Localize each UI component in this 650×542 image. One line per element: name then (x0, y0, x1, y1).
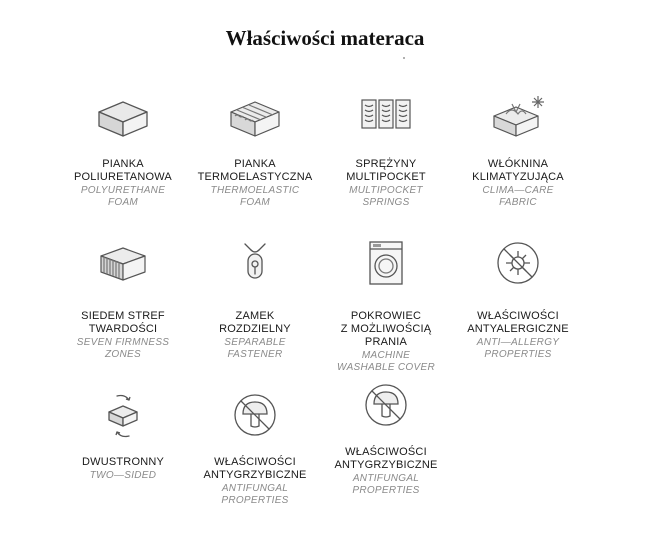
page-title: Właściwości materaca (225, 26, 425, 50)
label-pl-1: POKROWIEC (350, 310, 422, 322)
label-pl-1: WŁAŚCIWOŚCI (477, 310, 559, 322)
feature-multipocket-springs (321, 92, 451, 209)
label-pl-1: PIANKA (102, 158, 144, 170)
feature-antifungal-1 (190, 390, 320, 507)
label-pl-3: PRANIA (364, 336, 408, 348)
feature-antifungal-2 (321, 380, 451, 497)
feature-polyurethane-foam (58, 92, 188, 209)
label-en-1: MACHINE (361, 350, 411, 361)
decorative-dot (403, 57, 405, 59)
label-pl-2: ANTYALERGICZNE (467, 323, 569, 335)
feature-seven-zones (58, 238, 188, 361)
label-en-1: SEPARABLE (224, 337, 286, 348)
label-pl-2: ROZDZIELNY (219, 323, 291, 335)
two-sided-icon (93, 390, 153, 440)
feature-anti-allergy (453, 238, 583, 361)
polyurethane-foam-icon (93, 92, 153, 142)
climacare-fabric-icon (488, 92, 548, 142)
label-en-1: SEVEN FIRMNESS (76, 337, 170, 348)
feature-zipper (190, 238, 320, 361)
label-en-2: PROPERTIES (484, 349, 552, 360)
label-en-2: FABRIC (499, 197, 537, 208)
label-en-2: WASHABLE COVER (337, 362, 435, 373)
label-pl-1: ZAMEK (235, 310, 275, 322)
multipocket-springs-icon (356, 92, 416, 142)
label-pl-1: PIANKA (234, 158, 276, 170)
label-en-2: PROPERTIES (221, 495, 289, 506)
label-en-1: ANTIFUNGAL (221, 483, 289, 494)
label-pl-2: ANTYGRZYBICZNE (203, 469, 307, 481)
label-en-2: SPRINGS (362, 197, 410, 208)
thermoelastic-foam-icon (225, 92, 285, 142)
label-pl-2: Z MOŻLIWOŚCIĄ (340, 323, 432, 335)
label-en-1: ANTIFUNGAL (352, 473, 420, 484)
label-en-1: CLIMA—CARE (482, 185, 554, 196)
feature-climacare-fabric (453, 92, 583, 209)
label-en-1: ANTI—ALLERGY (476, 337, 560, 348)
label-pl-1: DWUSTRONNY (81, 456, 165, 468)
label-en-2: ZONES (105, 349, 141, 360)
label-pl-2: POLIURETANOWA (74, 171, 172, 183)
anti-allergy-icon (488, 238, 548, 288)
label-pl-2: ANTYGRZYBICZNE (334, 459, 438, 471)
feature-thermoelastic-foam (190, 92, 320, 209)
feature-two-sided (58, 390, 188, 482)
label-en-2: FOAM (107, 197, 139, 208)
label-en-2: PROPERTIES (352, 485, 420, 496)
label-pl-1: WŁÓKNINA (487, 158, 549, 170)
label-pl-2: MULTIPOCKET (346, 171, 426, 183)
label-pl-2: TWARDOŚCI (88, 323, 158, 335)
label-en-1: POLYURETHANE (80, 185, 166, 196)
antifungal-icon (356, 380, 416, 430)
label-en-1: TWO—SIDED (89, 470, 157, 481)
seven-zones-icon (93, 238, 153, 288)
label-pl-2: KLIMATYZUJĄCA (472, 171, 564, 183)
label-pl-1: WŁAŚCIWOŚCI (345, 446, 427, 458)
washing-machine-icon (356, 238, 416, 288)
zipper-icon (225, 238, 285, 288)
label-pl-2: TERMOELASTYCZNA (197, 171, 313, 183)
label-en-1: MULTIPOCKET (349, 185, 423, 196)
label-en-1: THERMOELASTIC (210, 185, 300, 196)
label-en-2: FASTENER (227, 349, 283, 360)
label-en-2: FOAM (239, 197, 271, 208)
antifungal-icon (225, 390, 285, 440)
label-pl-1: WŁAŚCIWOŚCI (214, 456, 296, 468)
label-pl-1: SPRĘŻYNY (355, 158, 417, 170)
feature-washing-machine (321, 238, 451, 374)
label-pl-1: SIEDEM STREF (81, 310, 165, 322)
